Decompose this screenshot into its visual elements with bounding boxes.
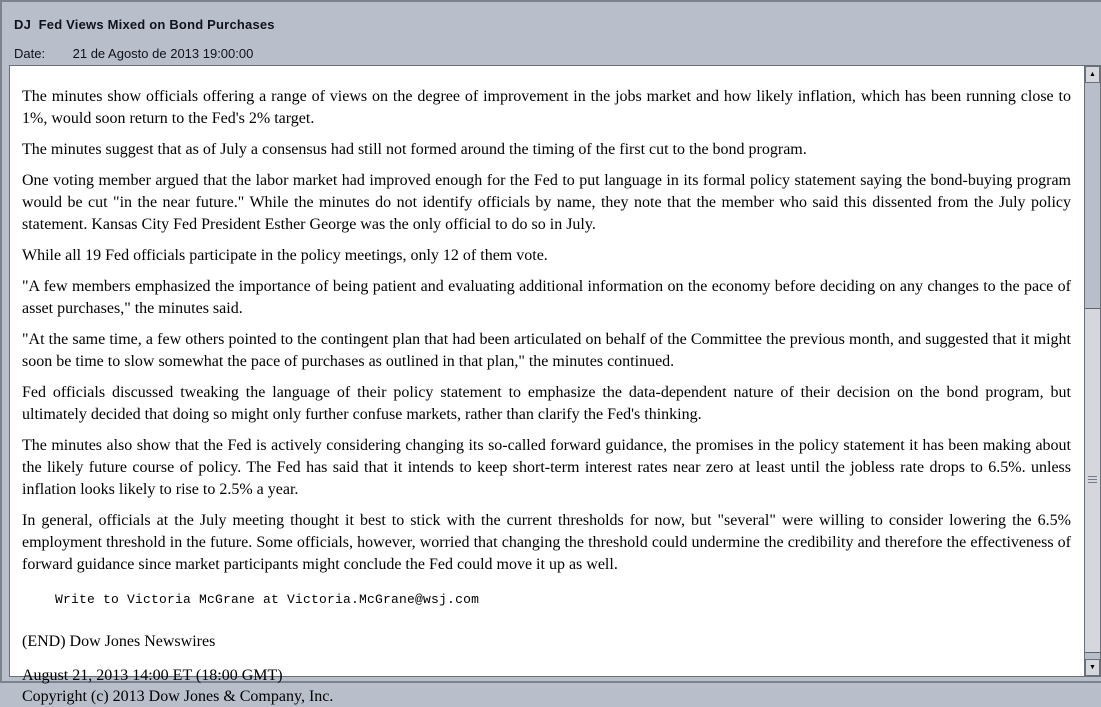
date-value: 21 de Agosto de 2013 19:00:00 [72,46,254,61]
scroll-up-icon: ▲ [1089,71,1096,78]
article-headline: DJ Fed Views Mixed on Bond Purchases [14,17,275,32]
article-paragraph: "A few members emphasized the importance of being patient and evaluating additional information on the economy before deciding on any changes to the pace of asset purchases," the minutes said. [22,278,1071,317]
article-paragraph: Fed officials discussed tweaking the language of their policy statement to emphasize the data-dependent nature of their decision on the bond program, but ultimately decided that doing so might only further confuse markets, rather than clarify the Fed's thinking. [22,384,1071,423]
article-paragraph: "At the same time, a few others pointed to the contingent plan that had been articulated on behalf of the Committee the previous month, and suggested that it might soon be time to slow somewhat the pace of purchases as outlined in that plan," the minutes continued. [22,331,1071,370]
date-row [14,46,1087,61]
scrollbar-grip-icon [1088,476,1097,484]
article-paragraph: The minutes show officials offering a range of views on the degree of improvement in the jobs market and how likely inflation, which has been running close to 1%, would soon return to the Fed's 2% target. [22,88,1071,127]
timestamp-line: August 21, 2013 14:00 ET (18:00 GMT) [22,667,283,684]
scroll-down-icon: ▼ [1089,664,1096,671]
article-paragraph: The minutes also show that the Fed is actively considering changing its so-called forward guidance, the promises in the policy statement it has been making about the likely future course of policy. The Fed has said that it intends to keep short-term interest rates near zero at least until the jobless rate drops to 6.5%. unless inflation looks likely to rise to 2.5% a year. [22,437,1071,498]
write-to-line: Write to Victoria McGrane at Victoria.McGrane@wsj.com [55,592,480,607]
article-header [2,2,1101,61]
end-line: (END) Dow Jones Newswires [22,633,216,650]
scrollbar-track[interactable] [1085,83,1100,659]
article-paragraph: In general, officials at the July meeting thought it best to stick with the current thresholds for now, but "several" were willing to consider lowering the 6.5% employment threshold in the future. Some officials, however, worried that changing the threshold could undermine the credibility and therefore the effectiveness of forward guidance since market participants might conclude the Fed could move it up as well. [22,512,1071,573]
article-paragraph: One voting member argued that the labor market had improved enough for the Fed to put language in its formal policy statement saying the bond-buying program would be cut "in the near future." While the minutes do not identify officials by name, they note that the member who said this dissented from the July policy statement. Kansas City Fed President Esther George was the only official to do so in July. [22,172,1071,233]
article-paragraph: The minutes suggest that as of July a consensus had still not formed around the timing of the first cut to the bond program. [22,141,807,158]
vertical-scrollbar[interactable] [1084,66,1100,676]
scroll-up-button[interactable] [1085,66,1100,83]
scroll-down-button[interactable] [1085,659,1100,676]
copyright-line: Copyright (c) 2013 Dow Jones & Company, Inc. [22,688,334,705]
date-label: Date: [14,46,46,61]
scrollbar-thumb[interactable] [1085,308,1100,654]
article-text [10,66,1084,705]
article-paragraph: While all 19 Fed officials participate in the policy meetings, only 12 of them vote. [22,247,548,264]
article-body-panel [9,65,1101,705]
